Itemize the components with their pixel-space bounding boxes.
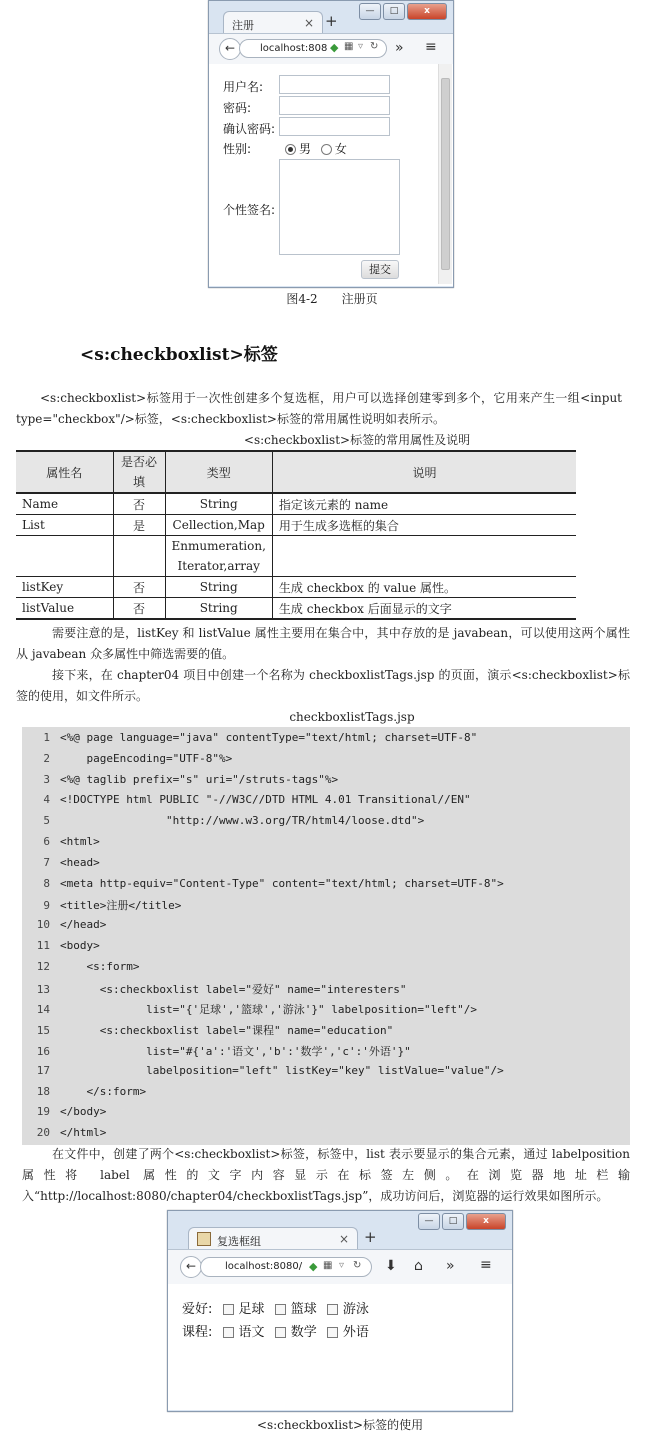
female-radio[interactable] — [321, 144, 332, 155]
signature-textarea[interactable] — [279, 159, 400, 255]
figure-caption-register: 图4-2 注册页 — [286, 292, 378, 306]
table-header-row — [16, 451, 576, 493]
page-content — [168, 1284, 512, 1410]
table-cell — [272, 536, 576, 557]
line-number: 19 — [36, 1105, 50, 1119]
next-paragraph: 接下来，在 chapter04 项目中创建一个名称为 checkboxlistTags.jsp 的页面，演示<s:checkboxlist>标签的使用，如文件所示。 — [16, 668, 630, 703]
code-line — [22, 752, 232, 765]
table-caption: <s:checkboxlist>标签的常用属性及说明 — [243, 433, 471, 447]
line-number: 7 — [43, 855, 50, 869]
submit-button[interactable]: 提交 — [361, 260, 399, 279]
table-cell: String — [165, 577, 272, 598]
code-text: </head> — [60, 918, 107, 932]
code-text: <s:checkboxlist label="课程" name="education" — [60, 1024, 394, 1038]
line-number: 11 — [36, 939, 50, 952]
code-line — [22, 835, 100, 848]
table-cell: String — [165, 598, 272, 620]
page-content — [209, 64, 453, 286]
code-line — [22, 1085, 146, 1098]
note-paragraph: 需要注意的是，listKey 和 listValue 属性主要用在集合中，其中存放的是 javabean，可以使用这两个属性从 javabean 众多属性中筛选需要的值。 — [16, 626, 630, 661]
code-line — [22, 1001, 477, 1017]
minimize-button[interactable]: — — [418, 1213, 440, 1230]
attribute-table — [16, 450, 576, 620]
line-number: 6 — [43, 835, 50, 848]
tab-close-icon[interactable]: × — [303, 16, 314, 30]
course-option-label: 数学 — [290, 1325, 317, 1340]
table-row — [16, 536, 576, 557]
tab-close-icon[interactable]: × — [338, 1232, 349, 1246]
result-paragraph: 在文件中，创建了两个<s:checkboxlist>标签，标签中，list 表示要显示的集合元素，通过 labelposition 属性将 label 属性的文字内容显示在标签左侧。在浏览器地址栏输入“http://localhost:8080/chapter04/checkboxlistTags.jsp”，成功访问后，浏览器的运行效果如图所示。 — [22, 1147, 630, 1203]
username-label: 用户名: — [223, 80, 264, 94]
line-number: 15 — [36, 1024, 50, 1038]
male-label: 男 — [299, 142, 312, 156]
code-line — [22, 960, 139, 973]
table-cell: String — [165, 493, 272, 515]
line-number: 3 — [43, 772, 50, 786]
address-bar[interactable] — [200, 1257, 372, 1277]
reload-icon[interactable]: ↻ — [353, 1260, 362, 1271]
table-cell: 生成 checkbox 后面显示的文字 — [272, 598, 576, 620]
code-line — [22, 814, 424, 827]
code-text: <%@ taglib prefix="s" uri="/struts-tags"%> — [60, 772, 339, 786]
hobby-label: 爱好: — [182, 1302, 213, 1317]
code-text: </s:form> — [60, 1084, 147, 1098]
code-text: <s:form> — [60, 959, 140, 973]
overflow-chevron-icon[interactable]: » — [446, 1258, 455, 1274]
code-line — [22, 1064, 504, 1077]
code-line — [22, 793, 471, 806]
hobby-checkbox[interactable] — [223, 1304, 234, 1315]
course-checkbox[interactable] — [275, 1327, 286, 1338]
code-line — [22, 939, 100, 952]
code-text: </html> — [60, 1126, 107, 1140]
table-cell — [113, 556, 165, 577]
course-option-label: 语文 — [238, 1325, 265, 1340]
table-cell: 生成 checkbox 的 value 属性。 — [272, 577, 576, 598]
course-checkbox[interactable] — [223, 1327, 234, 1338]
new-tab-icon[interactable]: + — [364, 1228, 377, 1246]
dropdown-icon[interactable]: ▿ — [358, 41, 364, 52]
table-cell: Iterator,array — [165, 556, 272, 577]
code-text: "http://www.w3.org/TR/html4/loose.dtd"> — [60, 814, 425, 828]
code-text: <body> — [60, 939, 100, 952]
table-cell — [16, 556, 113, 577]
qr-icon: ▦ — [344, 41, 354, 52]
table-header: 类型 — [165, 451, 272, 493]
maximize-button[interactable]: □ — [383, 3, 405, 20]
line-number: 20 — [36, 1126, 50, 1140]
code-line — [22, 897, 181, 913]
line-number: 12 — [36, 959, 50, 973]
code-line — [22, 856, 100, 869]
line-number: 2 — [43, 751, 50, 765]
code-text: <html> — [60, 835, 100, 848]
code-text: <head> — [60, 855, 100, 869]
course-option-label: 外语 — [342, 1325, 369, 1340]
table-row — [16, 556, 576, 577]
code-line — [22, 981, 407, 997]
table-header: 是否必填 — [113, 451, 165, 493]
browser-window-register — [208, 0, 454, 288]
table-cell: listValue — [16, 598, 113, 620]
tab-register[interactable] — [223, 11, 323, 33]
hobby-option-label: 足球 — [238, 1302, 265, 1317]
code-line — [22, 773, 338, 786]
table-row — [16, 577, 576, 598]
dropdown-icon[interactable]: ▿ — [339, 1260, 345, 1271]
reload-icon[interactable]: ↻ — [370, 41, 379, 52]
password-label: 密码: — [223, 101, 252, 115]
page-favicon-icon — [197, 1232, 211, 1246]
code-line — [22, 1022, 393, 1038]
line-number: 10 — [36, 918, 50, 932]
line-number: 1 — [43, 731, 50, 744]
confirm-password-input[interactable] — [279, 117, 390, 136]
table-cell: listKey — [16, 577, 113, 598]
tab-checkbox-group[interactable] — [188, 1227, 358, 1249]
table-header: 说明 — [272, 451, 576, 493]
code-text: <title>注册</title> — [60, 899, 182, 913]
password-input[interactable] — [279, 96, 390, 115]
code-text: <s:checkboxlist label="爱好" name="interesters" — [60, 982, 407, 996]
browser-window-checkbox — [167, 1210, 513, 1412]
code-block — [22, 727, 630, 1145]
code-line — [22, 731, 477, 744]
intro-paragraph: <s:checkboxlist>标签用于一次性创建多个复选框，用户可以选择创建零到多个，它用来产生一组<input type="checkbox"/>标签，<s:checkboxlist>标签的常用属性说明如表所示。 — [16, 391, 622, 426]
table-row — [16, 515, 576, 536]
table-cell: Name — [16, 493, 113, 515]
close-button[interactable]: x — [466, 1213, 506, 1230]
home-icon[interactable]: ⌂ — [414, 1258, 423, 1274]
new-tab-icon[interactable]: + — [325, 12, 338, 30]
figure-caption-checkbox: <s:checkboxlist>标签的使用 — [256, 1418, 424, 1432]
table-cell — [16, 536, 113, 557]
female-label: 女 — [334, 142, 347, 156]
line-number: 13 — [36, 982, 50, 996]
shield-icon: ◆ — [309, 1260, 318, 1273]
qr-icon: ▦ — [323, 1260, 333, 1271]
shield-icon: ◆ — [330, 41, 339, 54]
table-cell — [272, 556, 576, 577]
hobby-checkbox[interactable] — [327, 1304, 338, 1315]
tab-title: 注册 — [232, 19, 254, 32]
overflow-chevron-icon[interactable]: » — [395, 40, 404, 56]
confirm-password-label: 确认密码: — [223, 122, 276, 136]
address-bar[interactable] — [239, 39, 387, 58]
url-text: localhost:808 — [260, 43, 328, 54]
menu-icon[interactable]: ≡ — [480, 1257, 492, 1273]
code-line — [22, 1105, 106, 1118]
line-number: 9 — [43, 899, 50, 913]
url-text: localhost:8080/ — [225, 1261, 303, 1272]
code-text: <%@ page language="java" contentType="text/html; charset=UTF-8" — [60, 731, 478, 744]
table-row — [16, 493, 576, 515]
download-icon[interactable]: ⬇ — [385, 1258, 397, 1274]
navigation-bar — [168, 1249, 512, 1285]
course-label: 课程: — [182, 1325, 213, 1340]
table-header: 属性名 — [16, 451, 113, 493]
hobby-option-label: 游泳 — [342, 1302, 369, 1317]
gender-label: 性别: — [223, 142, 252, 156]
scrollbar[interactable] — [438, 64, 452, 284]
code-text: pageEncoding="UTF-8"%> — [60, 751, 233, 765]
code-line — [22, 877, 504, 890]
back-arrow-icon[interactable]: ← — [219, 38, 241, 60]
back-arrow-icon[interactable]: ← — [180, 1256, 202, 1278]
line-number: 17 — [36, 1063, 50, 1077]
code-text: labelposition="left" listKey="key" listValue="value"/> — [60, 1063, 504, 1077]
code-text: list="{'足球','篮球','游泳'}" labelposition="left"/> — [60, 1003, 477, 1017]
menu-icon[interactable]: ≡ — [425, 39, 437, 55]
code-file-title: checkboxlistTags.jsp — [289, 710, 415, 724]
maximize-button[interactable]: □ — [442, 1213, 464, 1230]
line-number: 4 — [43, 793, 50, 807]
code-text: <meta http-equiv="Content-Type" content="text/html; charset=UTF-8"> — [60, 876, 504, 890]
table-cell: Enmumeration, — [165, 536, 272, 557]
minimize-button[interactable]: — — [359, 3, 381, 20]
male-radio[interactable] — [285, 144, 296, 155]
scrollbar-thumb[interactable] — [441, 78, 450, 270]
line-number: 8 — [43, 876, 50, 890]
table-cell: 指定该元素的 name — [272, 493, 576, 515]
table-cell: 否 — [113, 493, 165, 515]
section-heading: <s:checkboxlist>标签 — [80, 345, 278, 365]
window-controls — [418, 1213, 506, 1230]
table-cell: 否 — [113, 577, 165, 598]
code-text: </body> — [60, 1105, 107, 1119]
hobby-row — [182, 1298, 369, 1317]
close-button[interactable]: x — [407, 3, 447, 20]
course-checkbox[interactable] — [327, 1327, 338, 1338]
window-controls — [359, 3, 447, 20]
table-cell — [113, 536, 165, 557]
line-number: 16 — [36, 1045, 50, 1058]
username-input[interactable] — [279, 75, 390, 94]
table-cell: 是 — [113, 515, 165, 536]
course-row — [182, 1321, 369, 1340]
signature-label: 个性签名: — [223, 203, 276, 217]
table-row — [16, 598, 576, 620]
table-cell: 用于生成多选框的集合 — [272, 515, 576, 536]
hobby-option-label: 篮球 — [290, 1302, 317, 1317]
line-number: 14 — [36, 1003, 50, 1017]
code-text: <!DOCTYPE html PUBLIC "-//W3C//DTD HTML 4.01 Transitional//EN" — [60, 793, 471, 807]
code-line — [22, 1126, 106, 1139]
table-cell: Cellection,Map — [165, 515, 272, 536]
table-cell: List — [16, 515, 113, 536]
table-cell: 否 — [113, 598, 165, 620]
tab-title: 复选框组 — [217, 1235, 261, 1248]
hobby-checkbox[interactable] — [275, 1304, 286, 1315]
line-number: 18 — [36, 1084, 50, 1098]
code-line — [22, 918, 106, 931]
code-line — [22, 1043, 411, 1059]
navigation-bar — [209, 33, 453, 65]
gender-radio-group — [285, 140, 347, 157]
line-number: 5 — [43, 814, 50, 828]
code-text: list="#{'a':'语文','b':'数学','c':'外语'}" — [60, 1045, 411, 1058]
